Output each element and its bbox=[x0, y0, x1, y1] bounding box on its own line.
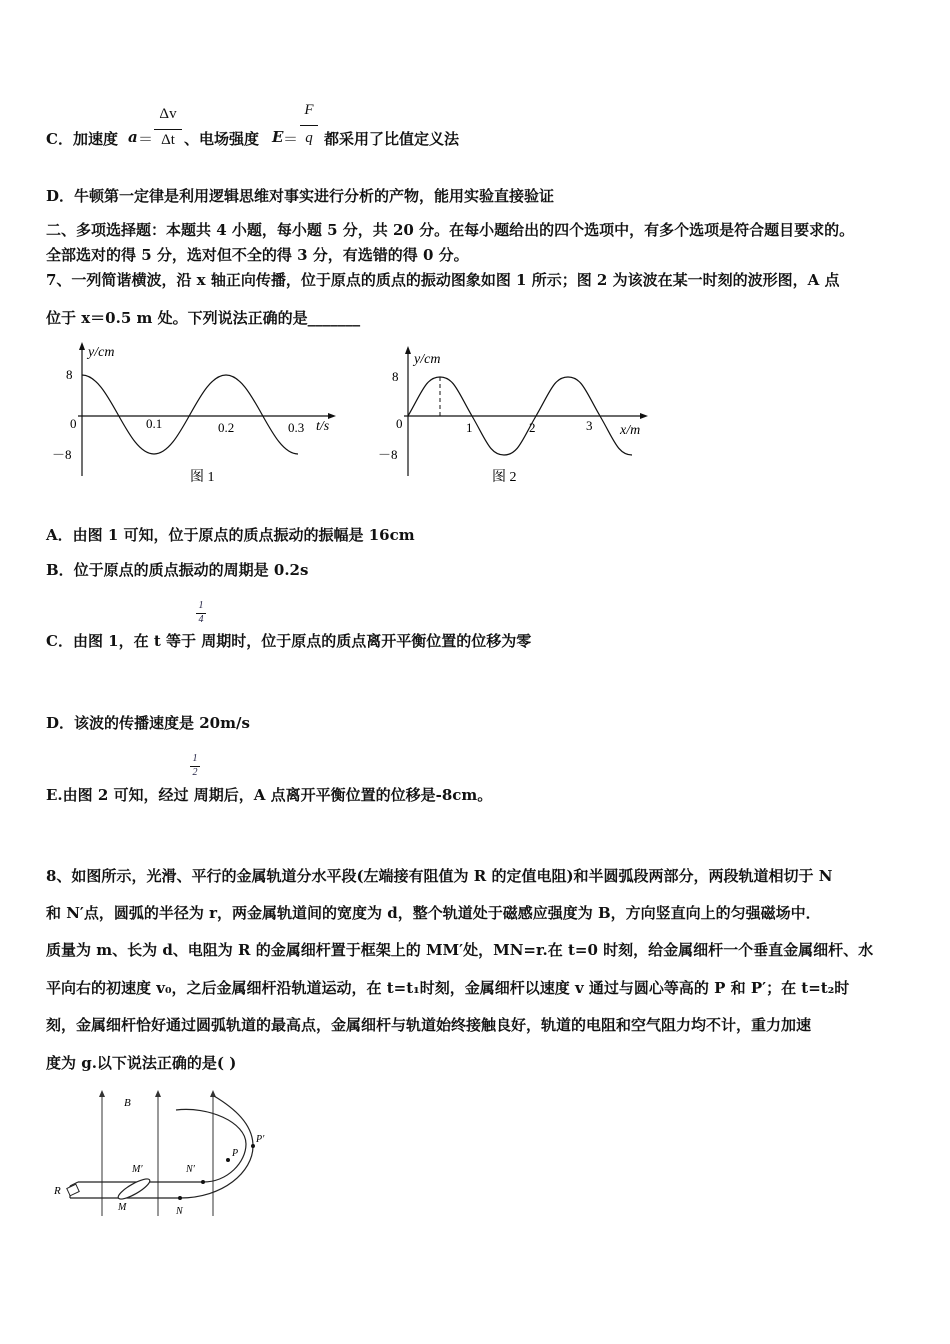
q7-optc-frac-den: 4 bbox=[198, 614, 204, 625]
fig1-wave bbox=[82, 375, 298, 454]
q7-optc-frac-num: 1 bbox=[198, 600, 204, 611]
fig2-origin: 0 bbox=[396, 416, 403, 431]
label-r: R bbox=[54, 1185, 61, 1197]
q8-rail-diagram bbox=[48, 1084, 288, 1224]
option-c-q6 bbox=[46, 98, 546, 158]
frac-f: F bbox=[304, 102, 314, 118]
b-field-arrow-3 bbox=[210, 1090, 216, 1097]
field-var: E bbox=[272, 128, 284, 146]
fig1-ytop: 8 bbox=[66, 367, 73, 382]
label-n: N bbox=[176, 1206, 183, 1217]
equals-2: ＝ bbox=[283, 130, 299, 148]
frac-dv: Δv bbox=[159, 106, 177, 122]
q8-line3: 质量为 m、长为 d、电阻为 R 的金属细杆置于框架上的 MM′处，MN=r.在 t=0 时刻，给金属细杆一个垂直金属细杆、水 bbox=[46, 941, 874, 959]
label-np: N′ bbox=[186, 1164, 195, 1175]
fig2-ylabel: y/cm bbox=[414, 352, 441, 367]
fig2-xlabel: x/m bbox=[620, 423, 641, 438]
label-pp: P′ bbox=[256, 1134, 265, 1145]
equals-1: ＝ bbox=[138, 130, 154, 148]
q7-opte-frac-den: 2 bbox=[192, 767, 198, 778]
fig2-tick-3: 3 bbox=[586, 418, 593, 433]
figure-2-waveform bbox=[370, 338, 660, 490]
q7-opte-frac-num: 1 bbox=[192, 753, 198, 764]
label-p: P bbox=[232, 1148, 239, 1159]
label-mp: M′ bbox=[132, 1164, 143, 1175]
option-c-prefix: C．加速度 bbox=[46, 130, 118, 148]
q8-line4: 平向右的初速度 v₀，之后金属细杆沿轨道运动，在 t=t₁时刻，金属细杆以速度 v 通过与圆心等高的 P 和 P′；在 t=t₂时 bbox=[46, 979, 850, 997]
frac-q: q bbox=[305, 130, 313, 146]
fig2-ytop: 8 bbox=[392, 369, 399, 384]
point-n bbox=[178, 1196, 182, 1200]
q7-option-d: D．该波的传播速度是 20m/s bbox=[46, 714, 250, 732]
figure-1-vibration-graph bbox=[40, 338, 350, 490]
fig2-caption: 图 2 bbox=[492, 470, 517, 485]
q7-line1: 7、一列简谐横波，沿 x 轴正向传播，位于原点的质点的振动图象如图 1 所示；图 2 为该波在某一时刻的波形图，A 点 bbox=[46, 271, 840, 289]
upper-semicircle-rail bbox=[158, 1109, 246, 1182]
option-c-mid: 、电场强度 bbox=[184, 130, 260, 148]
point-pp bbox=[251, 1144, 255, 1148]
label-m: M bbox=[118, 1202, 127, 1213]
q7-option-e: E.由图 2 可知，经过 周期后，A 点离开平衡位置的位移是-8cm。 bbox=[46, 786, 493, 804]
b-field-arrow-1 bbox=[99, 1090, 105, 1097]
q7-option-b: B．位于原点的质点振动的周期是 0.2s bbox=[46, 561, 309, 579]
fig2-ybottom: －8 bbox=[378, 447, 398, 462]
option-d-q6: D．牛顿第一定律是利用逻辑思维对事实进行分析的产物，能用实验直接验证 bbox=[46, 187, 555, 205]
frac-dt: Δt bbox=[161, 132, 175, 148]
lower-semicircle-rail bbox=[180, 1096, 253, 1198]
fig1-caption: 图 1 bbox=[190, 470, 215, 485]
point-np bbox=[201, 1180, 205, 1184]
section2-line2: 全部选对的得 5 分，选对但不全的得 3 分，有选错的得 0 分。 bbox=[46, 246, 469, 264]
frac-dv-bar bbox=[154, 129, 182, 130]
accel-var: a bbox=[128, 128, 138, 146]
fig1-xlabel: t/s bbox=[316, 419, 330, 434]
q8-line1: 8、如图所示，光滑、平行的金属轨道分水平段(左端接有阻值为 R 的定值电阻)和半圆弧段两部分，两段轨道相切于 N bbox=[46, 867, 833, 885]
q8-line6: 度为 g.以下说法正确的是( ) bbox=[46, 1054, 237, 1072]
q7-line2: 位于 x＝0.5 m 处。下列说法正确的是_______ bbox=[46, 309, 361, 327]
resistor-symbol bbox=[67, 1184, 79, 1195]
fig1-ylabel: y/cm bbox=[88, 345, 115, 360]
section2-line1: 二、多项选择题：本题共 4 小题，每小题 5 分，共 20 分。在每小题给出的四个选项中，有多个选项是符合题目要求的。 bbox=[46, 221, 855, 239]
b-field-arrow-2 bbox=[155, 1090, 161, 1097]
option-c-suffix: 都采用了比值定义法 bbox=[324, 130, 460, 148]
frac-f-bar bbox=[300, 125, 318, 126]
fig1-y-arrow bbox=[79, 342, 85, 350]
label-b: B bbox=[124, 1097, 131, 1109]
q7-option-a: A．由图 1 可知，位于原点的质点振动的振幅是 16cm bbox=[46, 526, 415, 544]
point-p bbox=[226, 1158, 230, 1162]
fig1-ybottom: －8 bbox=[52, 447, 72, 462]
fig1-tick-2: 0.2 bbox=[218, 420, 235, 435]
fig2-tick-1: 1 bbox=[466, 420, 473, 435]
fig2-x-arrow bbox=[640, 413, 648, 419]
fig1-tick-3: 0.3 bbox=[288, 420, 305, 435]
fig1-origin: 0 bbox=[70, 416, 77, 431]
fig1-tick-1: 0.1 bbox=[146, 416, 163, 431]
q8-line5: 刻，金属细杆恰好通过圆弧轨道的最高点，金属细杆与轨道始终接触良好，轨道的电阻和空气阻力均不计，重力加速 bbox=[46, 1016, 812, 1034]
q8-line2: 和 N′点，圆弧的半径为 r，两金属轨道间的宽度为 d，整个轨道处于磁感应强度为 B，方向竖直向上的匀强磁场中． bbox=[46, 904, 821, 922]
q7-option-c: C．由图 1，在 t 等于 周期时，位于原点的质点离开平衡位置的位移为零 bbox=[46, 632, 532, 650]
fig2-y-arrow bbox=[405, 346, 411, 354]
fig2-tick-2: 2 bbox=[529, 420, 536, 435]
